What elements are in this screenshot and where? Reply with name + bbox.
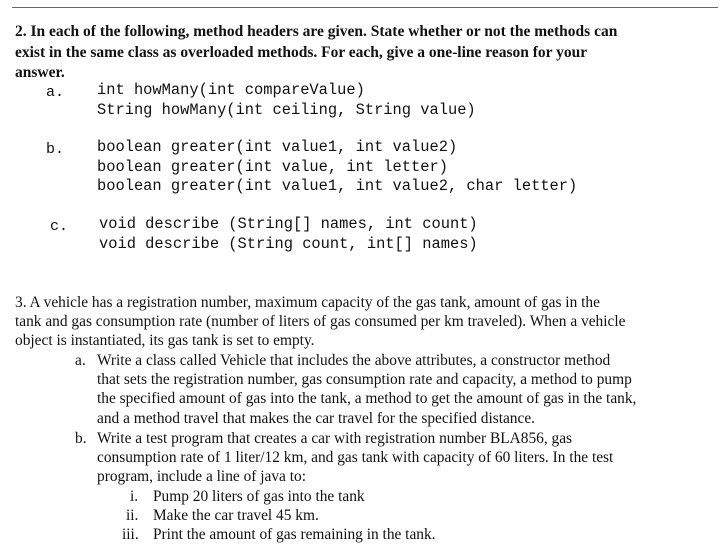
q3-item-b-text	[97, 429, 613, 487]
method-header: boolean greater(int value1, int value2)	[97, 138, 458, 156]
q3-subitem-text: Make the car travel 45 km.	[153, 507, 319, 524]
q3-intro-line: tank and gas consumption rate (number of liters of gas consumed per km traveled). When a vehicle	[15, 313, 626, 331]
q2-heading-line: answer.	[15, 64, 65, 81]
q3-subitem-text: Print the amount of gas remaining in the tank.	[153, 526, 436, 543]
q3-item-line: Write a class called Vehicle that includes the above attributes, a constructor method	[97, 352, 611, 369]
q3-intro-line: object is instantiated, its gas tank is set to empty.	[15, 332, 315, 350]
q3-subitem-label: i.	[130, 488, 139, 505]
q3-subitem-text: Pump 20 liters of gas into the tank	[153, 488, 365, 505]
q2-heading-line: exist in the same class as overloaded methods. For each, give a one-line reason for your	[15, 43, 588, 61]
q2-part-a-label: a.	[46, 84, 65, 101]
q2-part-a-code	[97, 81, 476, 120]
q3-item-line: that sets the registration number, gas consumption rate and capacity, a method to pump	[97, 371, 632, 389]
method-header: boolean greater(int value, int letter)	[97, 157, 448, 176]
method-header: void describe (String[] names, int count)	[99, 215, 478, 233]
method-header: String howMany(int ceiling, String value)	[97, 100, 476, 119]
method-header: void describe (String count, int[] names)	[99, 234, 478, 253]
q3-item-line: the specified amount of gas into the tank, a method to get the amount of gas in the tank,	[97, 390, 637, 408]
q3-item-line: program, include a line of java to:	[97, 468, 306, 486]
q2-part-b-code	[97, 138, 577, 197]
q2-part-c-code	[99, 215, 478, 254]
q3-subitem-label: iii.	[122, 526, 139, 543]
method-header: boolean greater(int value1, int value2, char letter)	[97, 177, 578, 195]
question-2-heading	[15, 22, 715, 84]
q3-item-line: Write a test program that creates a car with registration number BLA856, gas	[97, 430, 573, 447]
top-divider	[12, 7, 718, 8]
q3-item-b-label: b.	[75, 430, 87, 447]
q3-intro-line: 3. A vehicle has a registration number, maximum capacity of the gas tank, amount of gas in the	[15, 294, 600, 311]
question-3-intro	[15, 293, 675, 351]
q3-item-line: consumption rate of 1 liter/12 km, and gas tank with capacity of 60 liters. In the test	[97, 449, 614, 467]
method-header: int howMany(int compareValue)	[97, 81, 365, 99]
q3-subitem-label: ii.	[126, 507, 139, 524]
q2-part-c-label: c.	[50, 218, 69, 235]
q3-item-a-label: a.	[75, 352, 86, 369]
q3-item-a-text	[97, 351, 636, 428]
q2-part-b-label: b.	[46, 141, 65, 158]
q2-heading-line: 2. In each of the following, method headers are given. State whether or not the methods can	[15, 23, 618, 40]
q3-item-line: and a method travel that makes the car travel for the specified distance.	[97, 409, 536, 427]
